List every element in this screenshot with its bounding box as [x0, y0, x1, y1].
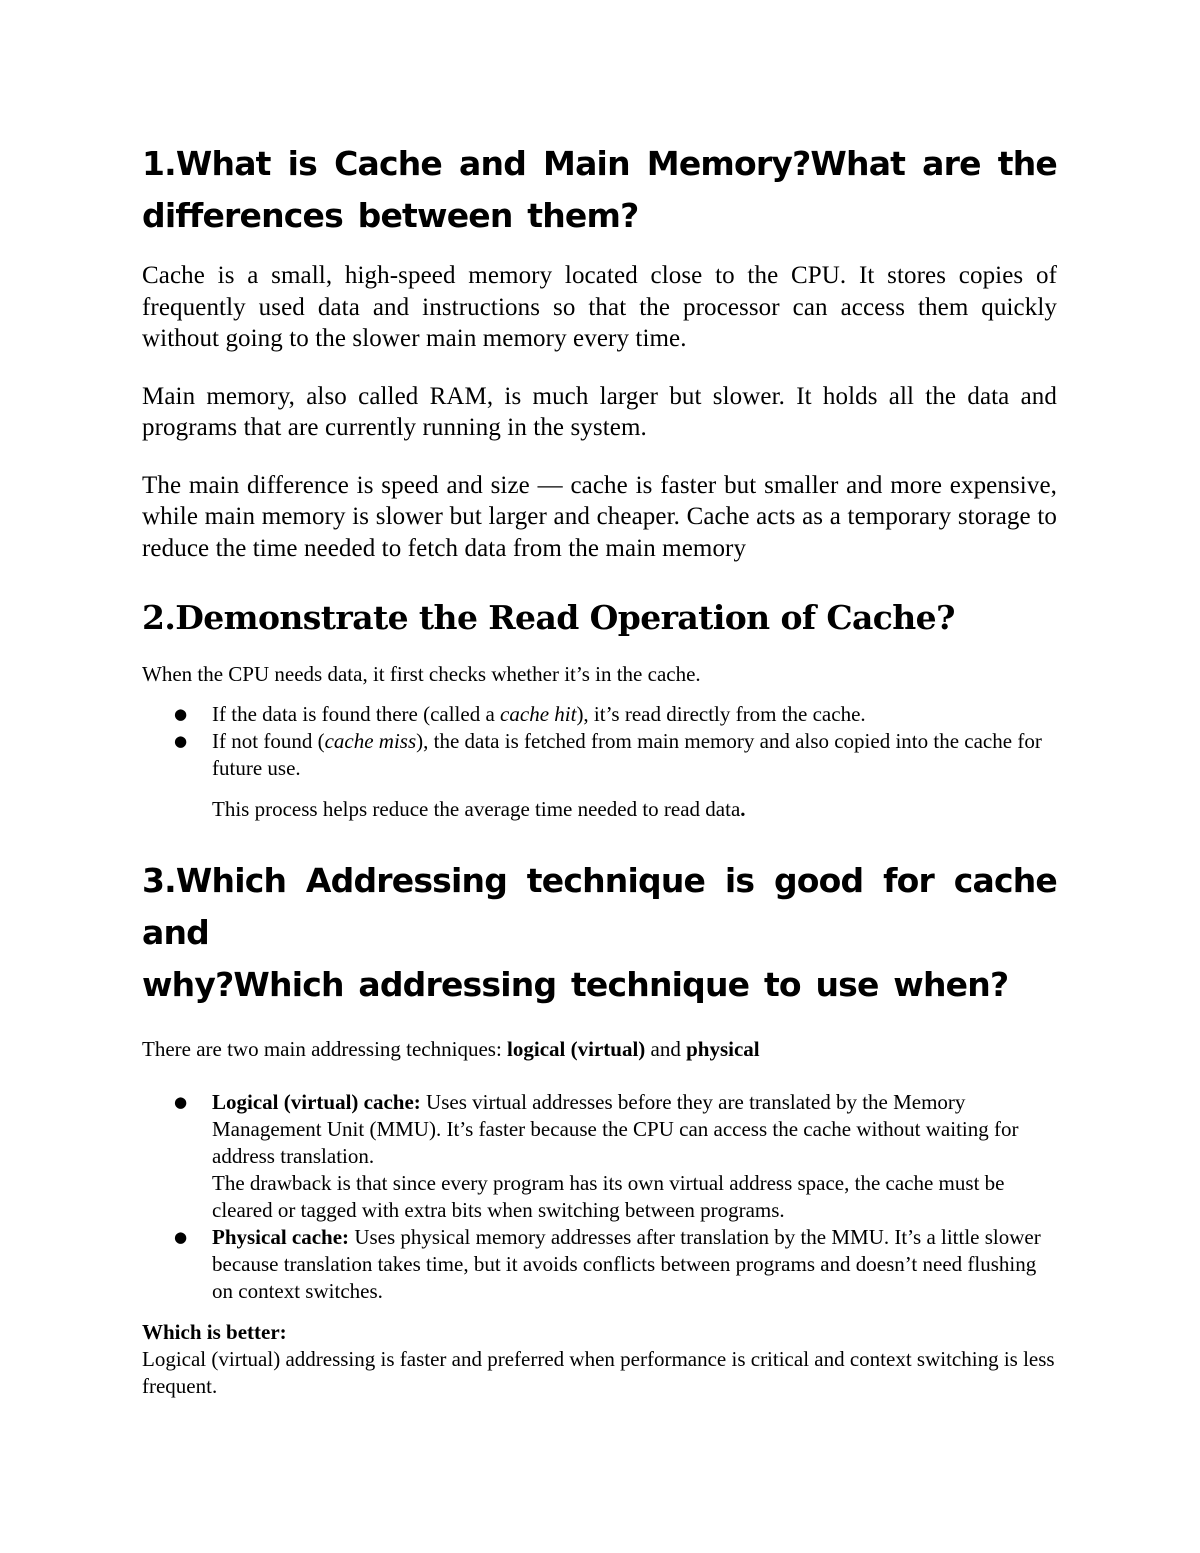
- better-label: Which is better:: [142, 1320, 287, 1344]
- cache-hit-term: cache hit: [500, 702, 577, 726]
- bullet-icon: ●: [174, 1228, 188, 1246]
- bullet-icon: ●: [174, 705, 188, 723]
- section3-better: [142, 1319, 1057, 1400]
- section2-bullet-list: [142, 701, 1057, 782]
- section3-heading-line2: why?Which addressing technique to use when?: [142, 965, 1009, 1004]
- section2-intro: When the CPU needs data, it first checks whether it’s in the cache.: [142, 662, 701, 686]
- cache-miss-term: cache miss: [324, 729, 417, 753]
- bullet-icon: ●: [174, 732, 188, 750]
- better-text: Logical (virtual) addressing is faster and preferred when performance is critical and context switching is less frequent.: [142, 1347, 1055, 1398]
- list-item: ● Logical (virtual) cache: Uses virtual addresses before they are translated by the Memory Management Unit (MMU). It’s faster because the CPU can access the cache without waiting for address translation. The drawback is that since every program has its own virtual address space, the cache must be cleared or tagged with extra bits when switching between programs.: [142, 1089, 1057, 1224]
- section1-para3: The main difference is speed and size — cache is faster but smaller and more expensive, while main memory is slower but larger and cheaper. Cache acts as a temporary storage to reduce the time needed to fetch data from the main memory: [142, 471, 1057, 562]
- section1-para2: Main memory, also called RAM, is much larger but slower. It holds all the data and programs that are currently running in the system.: [142, 382, 1057, 441]
- bullet-icon: ●: [174, 1093, 188, 1111]
- section3-heading: [142, 855, 1057, 1011]
- section3-bullet-list: [142, 1089, 1057, 1305]
- list-item: ● If not found (cache miss), the data is fetched from main memory and also copied into the cache for future use.: [174, 729, 1042, 780]
- document-page: [142, 138, 1057, 1400]
- section1-para1: Cache is a small, high-speed memory located close to the CPU. It stores copies of frequently used data and instructions so that the processor can access them quickly without going to the slower main memory every time.: [142, 262, 1057, 352]
- list-item: ● Physical cache: Uses physical memory addresses after translation by the MMU. It’s a little slower because translation takes time, but it avoids conflicts between programs and doesn’t need flushing on context switches.: [174, 1225, 1041, 1303]
- section3-heading-line1: 3.Which Addressing technique is good for cache and: [142, 861, 1057, 952]
- section2-heading: 2.Demonstrate the Read Operation of Cache?: [142, 598, 955, 637]
- section3-intro: There are two main addressing techniques: logical (virtual) and physical: [142, 1037, 760, 1061]
- section1-heading: [142, 138, 1057, 242]
- section2-closing: This process helps reduce the average time needed to read data.: [212, 797, 746, 821]
- logical-drawback: The drawback is that since every program has its own virtual address space, the cache must be cleared or tagged with extra bits when switching between programs.: [212, 1171, 1005, 1222]
- section1-heading-line2: differences between them?: [142, 196, 639, 235]
- list-item: ● If the data is found there (called a cache hit), it’s read directly from the cache.: [174, 702, 866, 726]
- section1-heading-line1: 1.What is Cache and Main Memory?What are the: [142, 144, 1057, 183]
